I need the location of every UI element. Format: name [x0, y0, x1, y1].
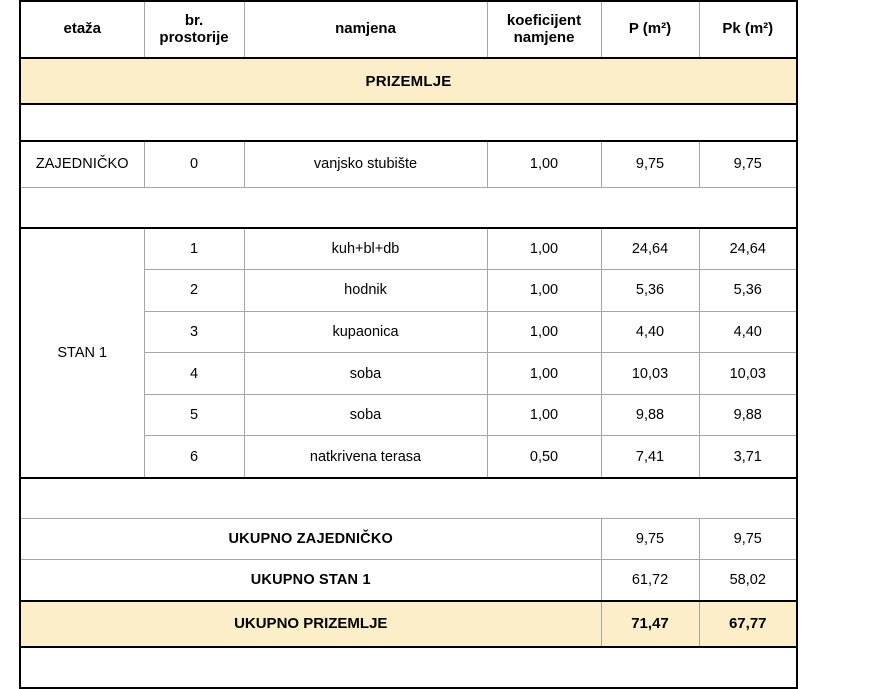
cell-pk-room-1: 24,64 [699, 228, 797, 270]
cell-p-room-4: 10,03 [601, 353, 699, 395]
cell-pk-room-6: 3,71 [699, 436, 797, 478]
cell-broj-room-3: 3 [144, 311, 244, 353]
cell-namjena-room-4: soba [244, 353, 487, 395]
cell-namjena-room-5: soba [244, 394, 487, 436]
summary-p-zajednicko: 9,75 [601, 519, 699, 560]
section-band-row [20, 58, 797, 104]
cell-pk-room-5: 9,88 [699, 394, 797, 436]
cell-etaza-stan1: STAN 1 [20, 228, 144, 478]
cell-namjena-room-3: kupaonica [244, 311, 487, 353]
cell-pk-room-4: 10,03 [699, 353, 797, 395]
summary-pk-zajednicko: 9,75 [699, 519, 797, 560]
table-row-stan1-room-1 [20, 228, 797, 270]
summary-label-stan1: UKUPNO STAN 1 [20, 560, 601, 601]
trailing-spacer-row [20, 647, 797, 688]
grand-total-row [20, 601, 797, 647]
cell-pk-zajednicko: 9,75 [699, 141, 797, 187]
spacer-row [20, 104, 797, 141]
cell-broj-room-1: 1 [144, 228, 244, 270]
cell-p-room-5: 9,88 [601, 394, 699, 436]
grand-total-pk: 67,77 [699, 601, 797, 647]
cell-broj-room-2: 2 [144, 270, 244, 312]
cell-namjena-room-2: hodnik [244, 270, 487, 312]
summary-row-stan1 [20, 560, 797, 601]
area-calculation-table [19, 0, 798, 689]
cell-p-room-1: 24,64 [601, 228, 699, 270]
summary-row-zajednicko [20, 519, 797, 560]
cell-namjena-room-1: kuh+bl+db [244, 228, 487, 270]
cell-p-room-2: 5,36 [601, 270, 699, 312]
cell-koeficijent-zajednicko: 1,00 [487, 141, 601, 187]
table-row-zajednicko [20, 141, 797, 187]
summary-label-zajednicko: UKUPNO ZAJEDNIČKO [20, 519, 601, 560]
summary-p-stan1: 61,72 [601, 560, 699, 601]
cell-namjena-zajednicko: vanjsko stubište [244, 141, 487, 187]
header-cell-namjena: namjena [244, 1, 487, 58]
spacer-cell [20, 187, 797, 228]
header-koeficijent-line2: namjene [513, 28, 575, 46]
header-cell-p: P (m²) [601, 1, 699, 58]
header-broj-line2: prostorije [159, 28, 229, 46]
cell-namjena-room-6: natkrivena terasa [244, 436, 487, 478]
spacer-row [20, 187, 797, 228]
grand-total-p: 71,47 [601, 601, 699, 647]
cell-koeficijent-room-1: 1,00 [487, 228, 601, 270]
grand-total-label: UKUPNO PRIZEMLJE [20, 601, 601, 647]
header-cell-broj-prostorije [144, 1, 244, 58]
spacer-cell [20, 478, 797, 519]
header-koeficijent-line1: koeficijent [506, 11, 582, 29]
cell-etaza-zajednicko: ZAJEDNIČKO [20, 141, 144, 187]
cell-broj-zajednicko: 0 [144, 141, 244, 187]
table-header-row [20, 1, 797, 58]
cell-broj-room-6: 6 [144, 436, 244, 478]
cell-p-room-6: 7,41 [601, 436, 699, 478]
summary-pk-stan1: 58,02 [699, 560, 797, 601]
header-broj-line1: br. [184, 11, 204, 29]
cell-p-room-3: 4,40 [601, 311, 699, 353]
section-band-label: PRIZEMLJE [20, 58, 797, 104]
cell-p-zajednicko: 9,75 [601, 141, 699, 187]
spacer-row [20, 478, 797, 519]
cell-pk-room-3: 4,40 [699, 311, 797, 353]
header-cell-etaza: etaža [20, 1, 144, 58]
spacer-cell [20, 104, 797, 141]
cell-koeficijent-room-5: 1,00 [487, 394, 601, 436]
header-cell-koeficijent [487, 1, 601, 58]
trailing-spacer-cell [20, 647, 797, 688]
cell-koeficijent-room-6: 0,50 [487, 436, 601, 478]
cell-koeficijent-room-3: 1,00 [487, 311, 601, 353]
cell-koeficijent-room-4: 1,00 [487, 353, 601, 395]
cell-koeficijent-room-2: 1,00 [487, 270, 601, 312]
cell-pk-room-2: 5,36 [699, 270, 797, 312]
header-cell-pk: Pk (m²) [699, 1, 797, 58]
cell-broj-room-5: 5 [144, 394, 244, 436]
cell-broj-room-4: 4 [144, 353, 244, 395]
